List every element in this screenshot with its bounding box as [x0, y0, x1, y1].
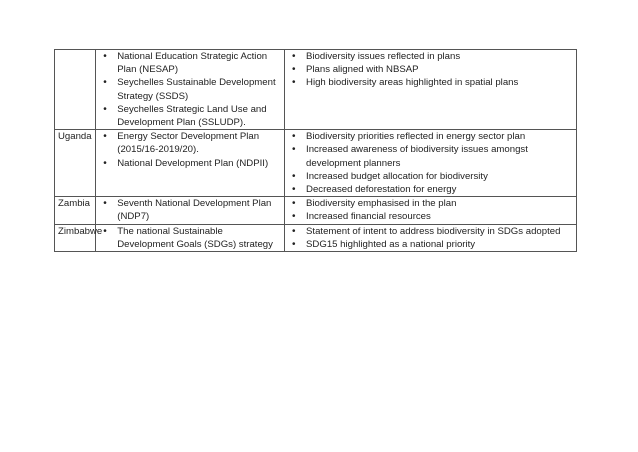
plans-cell [96, 224, 285, 251]
outcomes-cell [285, 50, 577, 130]
outcomes-list [288, 197, 573, 223]
list-item: • Statement of intent to address biodiversity in SDGs adopted [288, 225, 573, 238]
list-item: • Plans aligned with NBSAP [288, 63, 573, 76]
country-cell [55, 50, 96, 130]
list-item: • Decreased deforestation for energy [288, 183, 573, 196]
country-plans-table [54, 49, 577, 252]
list-item: • High biodiversity areas highlighted in spatial plans [288, 76, 573, 89]
table-row [55, 130, 577, 197]
plans-list [99, 225, 281, 251]
outcomes-cell [285, 224, 577, 251]
list-item: • National Development Plan (NDPII) [99, 157, 281, 170]
list-item: • Increased budget allocation for biodiversity [288, 170, 573, 183]
table-row [55, 197, 577, 224]
list-item: • National Education Strategic Action Plan (NESAP) [99, 50, 281, 76]
country-cell: Zimbabwe [55, 224, 96, 251]
list-item: • Biodiversity priorities reflected in energy sector plan [288, 130, 573, 143]
list-item: • Increased financial resources [288, 210, 573, 223]
outcomes-cell [285, 130, 577, 197]
list-item: • Biodiversity emphasised in the plan [288, 197, 573, 210]
plans-cell [96, 50, 285, 130]
list-item: • Seychelles Sustainable Development Strategy (SSDS) [99, 76, 281, 102]
outcomes-list [288, 225, 573, 251]
outcomes-list [288, 50, 573, 90]
outcomes-cell [285, 197, 577, 224]
country-cell: Zambia [55, 197, 96, 224]
table-row [55, 50, 577, 130]
table-row [55, 224, 577, 251]
plans-cell [96, 130, 285, 197]
plans-list [99, 130, 281, 170]
list-item: • The national Sustainable Development Goals (SDGs) strategy [99, 225, 281, 251]
list-item: • SDG15 highlighted as a national priority [288, 238, 573, 251]
plans-list [99, 50, 281, 129]
plans-list [99, 197, 281, 223]
list-item: • Increased awareness of biodiversity issues amongst development planners [288, 143, 573, 169]
list-item: • Seventh National Development Plan (NDP7) [99, 197, 281, 223]
list-item: • Seychelles Strategic Land Use and Development Plan (SSLUDP). [99, 103, 281, 129]
plans-cell [96, 197, 285, 224]
list-item: • Energy Sector Development Plan (2015/16-2019/20). [99, 130, 281, 156]
country-cell: Uganda [55, 130, 96, 197]
outcomes-list [288, 130, 573, 196]
list-item: • Biodiversity issues reflected in plans [288, 50, 573, 63]
